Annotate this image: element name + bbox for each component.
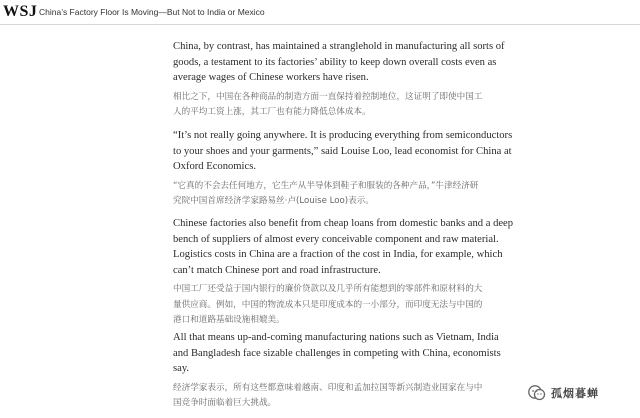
paragraph-1 bbox=[173, 39, 503, 121]
paragraph-en-line: average wages of Chinese workers have risen. bbox=[173, 72, 369, 83]
paragraph-4 bbox=[173, 330, 503, 412]
paragraph-3 bbox=[173, 216, 514, 329]
watermark-text: 孤烟暮蝉 bbox=[551, 387, 599, 400]
article-headline: China’s Factory Floor Is Moving—But Not to India or Mexico bbox=[39, 7, 265, 17]
paragraph-en-line: All that means up-and-coming manufacturing nations such as Vietnam, India bbox=[173, 332, 499, 343]
watermark bbox=[527, 383, 599, 403]
paragraph-en-line: can’t match Chinese port and road infrastructure. bbox=[173, 264, 381, 276]
paragraph-zh-line: 经济学家表示，所有这些都意味着越南、印度和孟加拉国等新兴制造业国家在与中 bbox=[173, 382, 483, 393]
paragraph-en-line: to your shoes and your garments,” said Louise Loo, lead economist for China at bbox=[173, 145, 512, 157]
paragraph-zh-line: 国竞争时面临着巨大挑战。 bbox=[173, 398, 277, 408]
paragraph-zh-line: “它真的不会去任何地方，它生产从半导体到鞋子和服装的各种产品，”牛津经济研 bbox=[173, 180, 479, 191]
wechat-icon bbox=[527, 383, 547, 403]
paragraph-en-line: and Bangladesh face sizable challenges in competing with China, economists bbox=[173, 347, 501, 359]
paragraph-en-line: Oxford Economics. bbox=[173, 161, 256, 172]
paragraph-2 bbox=[173, 128, 513, 210]
paragraph-zh-line: 中国工厂还受益于国内银行的廉价贷款以及几乎所有能想到的零部件和原材料的大 bbox=[173, 284, 483, 294]
paragraph-en-line: bench of suppliers of almost every conceivable component and raw material. bbox=[173, 233, 499, 245]
paragraph-en-line: goods, a testament to its factories’ ability to keep down overall costs even as bbox=[173, 56, 497, 68]
paragraph-zh-line: 量供应商。例如，中国的物流成本只是印度成本的一小部分，而印度无法与中国的 bbox=[173, 299, 483, 310]
paragraph-zh-line: 究院中国首席经济学家路易丝·卢(Louise Loo)表示。 bbox=[173, 196, 374, 206]
paragraph-en-line: Chinese factories also benefit from cheap loans from domestic banks and a deep bbox=[173, 218, 514, 229]
paragraph-zh-line: 相比之下，中国在各种商品的制造方面一直保持着控制地位，这证明了即使中国工 bbox=[173, 91, 483, 102]
paragraph-en-line: China, by contrast, has maintained a stranglehold in manufacturing all sorts of bbox=[173, 41, 505, 52]
top-bar bbox=[0, 0, 640, 25]
paragraph-en-line: say. bbox=[173, 363, 190, 374]
paragraph-zh-line: 港口和道路基础设施相媲美。 bbox=[173, 315, 285, 325]
wsj-logo[interactable]: WSJ bbox=[3, 3, 38, 20]
paragraph-en-line: Logistics costs in China are a fraction of the cost in India, for example, which bbox=[173, 249, 503, 260]
paragraph-zh-line: 人的平均工资上涨，其工厂也有能力降低总体成本。 bbox=[173, 107, 371, 117]
paragraph-en-line: “It’s not really going anywhere. It is producing everything from semiconductors bbox=[173, 130, 513, 141]
